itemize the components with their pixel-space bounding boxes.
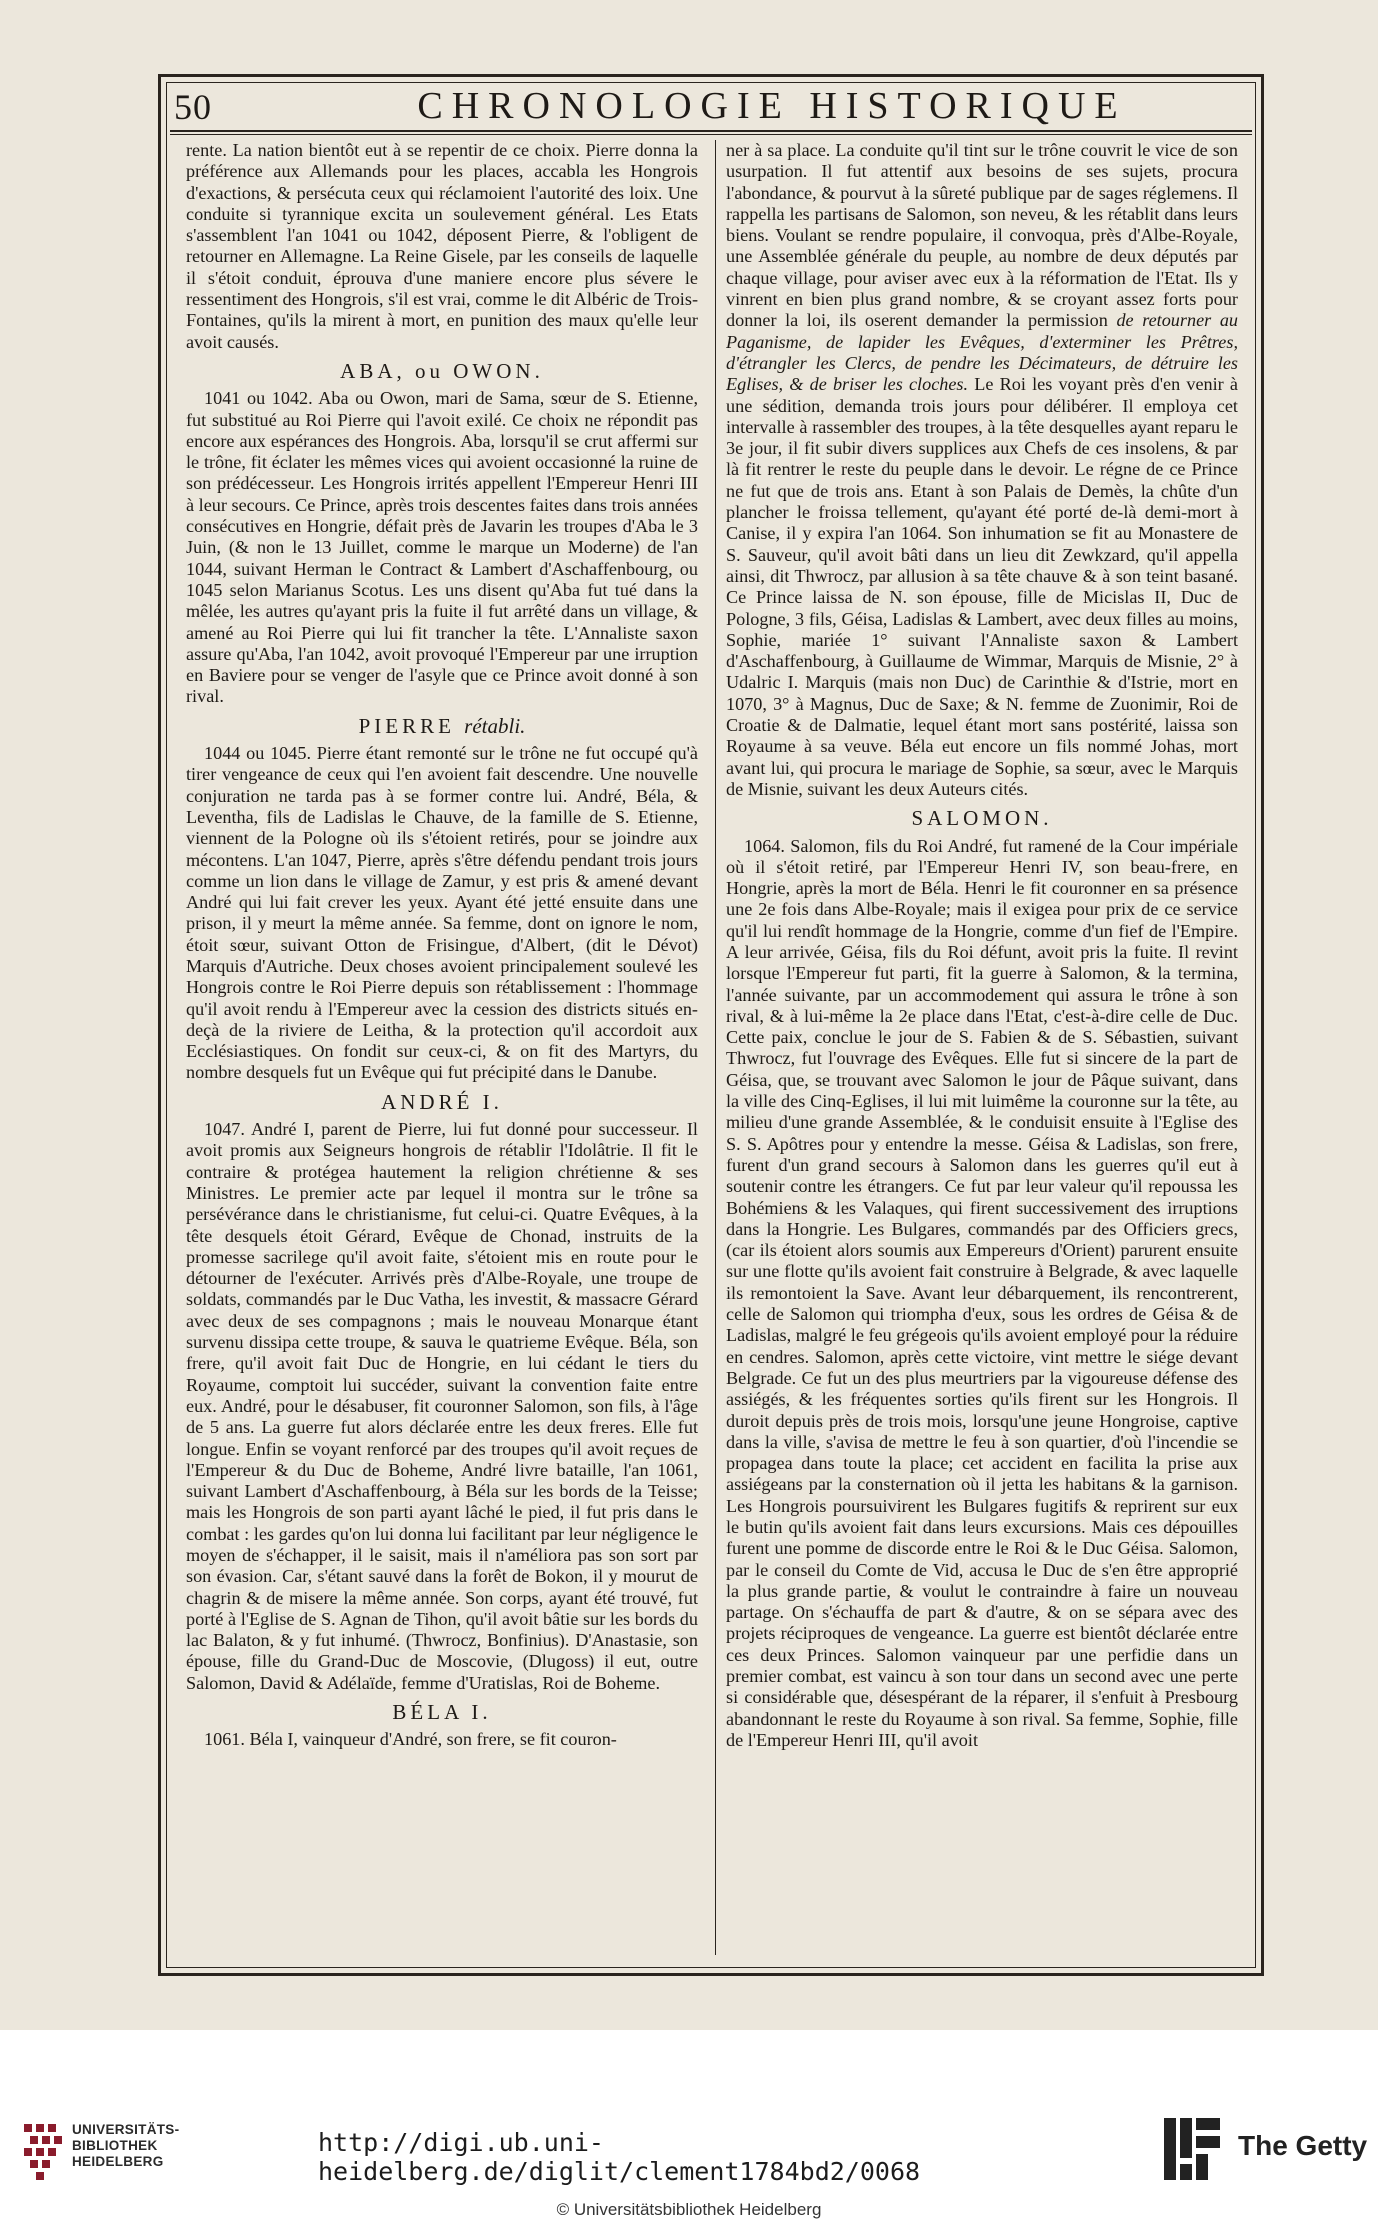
section-title-pierre-main: PIERRE	[358, 713, 455, 738]
column-divider	[715, 140, 716, 1955]
section-title-salomon: SALOMON.	[911, 806, 1053, 831]
section-title-pierre	[186, 713, 698, 738]
getty-label: The Getty	[1238, 2130, 1368, 2161]
paragraph-aba: 1041 ou 1042. Aba ou Owon, mari de Sama, sœur de S. Etienne, fut substitué au Roi Pierre qui l'avoit exilé. Ce choix ne répondit pas encore aux espérances des Hongrois. Aba, lorsqu'il se crut affermi sur le trône, fit éclater les mêmes vices qui avoient occasionné la ruine de son prédécesseur. Les Hongrois irrités appellent l'Empereur Henri III à leur secours. Ce Prince, après trois descentes faites dans trois années consécutives en Hongrie, défait près de Javarin les troupes d'Aba le 3 Juin, (& non le 13 Juillet, comme le marque un Moderne) de l'an 1044, suivant Herman le Contract & Lambert d'Aschaffenbourg, ou 1045 selon Marianus Scotus. Les uns disent qu'Aba fut tué dans la mêlée, les autres qu'ayant pris la fuite il fut arrêté dans un village, & amené au Roi Pierre qui lui fit trancher la tête. L'Annaliste saxon assure qu'Aba, l'an 1042, avoit provoqué l'Empereur par une irruption en Baviere pour se venger de l'asyle que ce Prince avoit donné à son rival.	[186, 388, 698, 707]
paragraph-salomon: 1064. Salomon, fils du Roi André, fut ramené de la Cour impériale où il s'étoit retiré, par l'Empereur Henri IV, son beau-frere, en Hongrie, après la mort de Béla. Henri le fit couronner en sa présence une 2e fois dans Albe-Royale; mais il exigea pour prix de ce service qu'il lui rendît hommage de la Hongrie, comme d'un fief de l'Empire. A leur arrivée, Géisa, fils du Roi défunt, avoit pris la fuite. Il revint lorsque l'Empereur fut parti, fit la guerre à Salomon, & la termina, l'année suivante, par un accommodement qui assura le trône à son rival, & à lui-même la 2e place dans l'Etat, c'est-à-dire celle de Duc. Cette paix, conclue le jour de S. Fabien & de S. Sébastien, suivant Thwrocz, fut l'ouvrage des Evêques. Elle fut si sincere de la part de Géisa, que, se trouvant avec Salomon le jour de Pâque suivant, dans la ville des Cinq-Eglises, il lui mit luimême la couronne sur la tête, au milieu d'une grande Assemblée, & le conduisit ensuite à l'Eglise des S. S. Apôtres pour y entendre la messe. Géisa & Ladislas, son frere, furent d'un grand secours à Salomon dans les guerres qu'il eut à soutenir contre les étrangers. Ce fut par leur valeur qu'il repoussa les Bohémiens & les Valaques, qui firent successivement des irruptions dans la Hongrie. Les Bulgares, commandés par des Officiers grecs, (car ils étoient alors soumis aux Empereurs d'Orient) parurent ensuite sur une flotte qu'ils avoient fait construire à Belgrade, & avec laquelle ils remontoient la Save. Avant leur débarquement, ils rencontrerent, celle de Salomon qui triompha d'eux, sous les ordres de Géisa & de Ladislas, malgré le feu grégeois qu'ils avoient employé pour la réduire en cendres. Salomon, après cette victoire, vint mettre le siége devant Belgrade. Ce fut un des plus meurtriers par la vigoureuse défense des assiégés, & les fréquentes sorties qu'ils firent sur les Hongrois. Il duroit depuis près de trois mois, lorsqu'une jeune Hongroise, captive dans la ville, s'avisa de mettre le feu à son quartier, d'où l'incendie se propagea dans toute la place; cet accident en facilita la prise aux assiégeans par la consternation où il jetta les habitans & la garnison. Les Hongrois poursuivirent les Bulgares fugitifs & reprirent sur eux le butin qu'ils avoient fait dans leurs excursions. Mais ces dépouilles furent une pomme de discorde entre le Roi & le Duc Géisa. Salomon, par le conseil du Comte de Vid, accusa le Duc de s'en être approprié la plus grande partie, & voulut le contraindre à faire un nouveau partage. On s'échauffa de part & d'autre, & on se sépara avec des projets réciproques de vengeance. La guerre est bientôt déclarée entre ces deux Princes. Salomon vainqueur par une perfidie dans un premier combat, est vaincu à son tour dans un second avec une perte si considérable que, désespérant de la réparer, il s'enfuit à Presbourg abandonnant le reste du Royaume à son rival. Sa femme, Sophie, fille de l'Empereur Henri III, qu'il avoit	[726, 835, 1238, 1750]
right-column	[726, 140, 1238, 1955]
text-bela-cont: ner à sa place. La conduite qu'il tint sur le trône couvrit le vice de son usurpation. Il fut attentif aux besoins de ses sujets, procura l'abondance, & pourvut à la sûreté publique par de sages réglemens. Il rappella les partisans de Salomon, son neveu, & les rétablit dans leurs biens. Voulant se rendre populaire, il convoqua, près d'Albe-Royale, une Assemblée générale du peuple, au nombre de deux députés par chaque village, pour aviser avec eux à la réformation de l'Etat. Ils y vinrent en bien plus grand nombre, & se croyant assez forts pour donner la loi, ils oserent demander la permission	[726, 140, 1238, 331]
heidelberg-library-logo[interactable]	[22, 2122, 182, 2186]
page-number: 50	[174, 87, 212, 127]
permalink-url[interactable]: http://digi.ub.uni-heidelberg.de/diglit/clement1784bd2/0068	[318, 2128, 921, 2186]
paragraph-intro: rente. La nation bientôt eut à se repentir de ce choix. Pierre donna la préférence aux Allemands pour les places, accabla les Hongrois d'exactions, & persécuta ceux qui réclamoient l'autorité des loix. Une conduite si tyrannique excita un soulevement général. Les Etats s'assemblent l'an 1041 ou 1042, déposent Pierre, & l'obligent de retourner en Allemagne. La Reine Gisele, par les conseils de laquelle il s'étoit conduit, éprouva d'une maniere encore plus sévere le ressentiment des Hongrois, s'il est vrai, comme le dit Albéric de Trois-Fontaines, qu'ils la mirent à mort, en punition des maux qu'elle leur avoit causés.	[186, 140, 698, 352]
running-title: CHRONOLOGIE HISTORIQUE	[417, 85, 1127, 127]
text-bela-italic: de retourner au Paganisme, de lapider les Evêques, d'exterminer les Prêtres, d'étrangler les Clercs, de pendre les Décimateurs, de détruire les Eglises, & de briser les cloches.	[726, 310, 1238, 395]
heidelberg-seal-icon	[22, 2122, 66, 2186]
paragraph-bela: 1061. Béla I, vainqueur d'André, son frere, se fit couron-	[204, 1729, 617, 1750]
header-rule	[170, 130, 1252, 132]
paragraph-andre: 1047. André I, parent de Pierre, lui fut donné pour successeur. Il avoit promis aux Seigneurs hongrois de rétablir l'Idolâtrie. Il fit le contraire & protégea hautement la religion chrétienne & ses Ministres. Le premier acte par lequel il montra sur le trône sa persévérance dans le christianisme, fut celui-ci. Quatre Evêques, à la tête desquels étoit Gérard, Evêque de Chonad, instruits de la promesse sacrilege qu'il avoit faite, s'étoient mis en route pour le détourner de l'exécuter. Arrivés près d'Albe-Royale, une troupe de soldats, commandés par le Duc Vatha, les investit, & massacre Gérard avec deux de ses compagnons ; mais le nouveau Monarque étant survenu dissipa cette troupe, & sauva le quatrieme Evêque. Béla, son frere, qu'il avoit fait Duc de Hongrie, en lui cédant le tiers du Royaume, comptoit lui succéder, suivant la convention faite entre eux. André, pour le désabuser, fit couronner Salomon, son fils, à l'âge de 5 ans. La guerre fut alors déclarée entre les deux freres. Elle fut longue. Enfin se voyant renforcé par des troupes qu'il avoit reçues de l'Empereur & du Duc de Boheme, André livre bataille, l'an 1061, suivant Lambert d'Aschaffenbourg, à Béla sur les bords de la Teisse; mais les Hongrois de son parti ayant lâché le pied, il fut pris dans le combat : les gardes qu'on lui donna lui facilitant par leur négligence le moyen de s'échapper, il le saisit, mais il n'améliora pas son sort par son évasion. Car, s'étant sauvé dans la forêt de Bokon, il y mourut de chagrin & de misere la même année. Son corps, ayant été trouvé, fut porté à l'Eglise de S. Agnan de Tihon, qu'il avoit bâtie sur les bords du lac Balaton, & y fut inhumé. (Thwrocz, Bonfinius). D'Anastasie, son épouse, fille du Grand-Duc de Moscovie, (Dlugoss) il eut, outre Salomon, David & Adélaïde, femme d'Uratislas, Roi de Boheme.	[186, 1119, 698, 1693]
page-header	[170, 84, 1252, 130]
library-line-2: BIBLIOTHEK	[72, 2138, 158, 2153]
library-name	[72, 2122, 179, 2170]
section-title-pierre-sub: rétabli.	[464, 713, 526, 738]
section-title-andre: ANDRÉ I.	[381, 1089, 503, 1114]
left-column	[186, 140, 698, 1955]
text-bela-rest: Le Roi les voyant près d'en venir à une sédition, demanda trois jours pour délibérer. Il employa cet intervalle à rassembler des troupes, à la tête desquelles ayant reparu le 3e jour, il fit subir divers supplices aux Chefs de ces insolens, & par là fit rentrer le reste du peuple dans le devoir. Le régne de ce Prince ne fut que de trois ans. Etant à son Palais de Demès, la chûte d'un plancher le froissa tellement, qu'ayant été porté de-là demi-mort à Canise, il y expira l'an 1064. Son inhumation se fit au Monastere de S. Sauveur, qu'il avoit bâti dans un lieu dit Zewkzard, qu'il appella ainsi, dit Thwrocz, par allusion à sa tête chauve & à son teint basané. Ce Prince laissa de N. son épouse, fille de Micislas II, Duc de Pologne, 3 fils, Géisa, Ladislas & Lambert, avec deux filles au moins, Sophie, mariée 1° suivant l'Annaliste saxon & Lambert d'Aschaffenbourg, à Guillaume de Wimmar, Marquis de Misnie, 2° à Udalric I. Marquis (mais non Duc) de Carinthie & d'Istrie, mort en 1070, 3° à Magnus, Duc de Saxe; & N. femme de Zuonimir, Roi de Croatie & de Dalmatie, lequel étant mort sans postérité, laissa son Royaume à sa veuve. Béla eut encore un fils nommé Johas, mort avant lui, qui procura le mariage de Sophie, sa sœur, avec le Marquis de Misnie, suivant les deux Auteurs cités.	[726, 374, 1238, 799]
paragraph-pierre: 1044 ou 1045. Pierre étant remonté sur le trône ne fut occupé qu'à tirer vengeance de ceux qui l'en avoient fait descendre. Une nouvelle conjuration ne tarda pas à se former contre lui. André, Béla, & Leventha, fils de Ladislas le Chauve, de la famille de S. Etienne, viennent de la Pologne où ils s'étoient retirés, pour se joindre aux mécontens. L'an 1047, Pierre, après s'être défendu pendant trois jours comme un lion dans le village de Zamur, y est pris & amené devant André qui lui fait crever les yeux. Ayant été jetté ensuite dans une prison, il y meurt la même année. Sa femme, dont on ignore le nom, étoit sœur, suivant Otton de Frisingue, d'Albert, (dit le Dévot) Marquis d'Autriche. Deux choses avoient principalement soulevé les Hongrois contre le Roi Pierre depuis son rétablissement : l'hommage qu'il avoit rendu à l'Empereur avec la cession des districts situés en-deçà de la riviere de Leitha, & la protection qu'il accordoit aux Ecclésiastiques. On fondit sur ceux-ci, & on fit des Martyrs, du nombre desquels fut un Evêque qui fut précipité dans le Danube.	[186, 743, 698, 1083]
library-line-1: UNIVERSITÄTS-	[72, 2122, 180, 2137]
library-line-3: HEIDELBERG	[72, 2154, 164, 2169]
getty-mark-icon	[1160, 2114, 1224, 2184]
paragraph-bela-continued	[726, 140, 1238, 800]
viewer-footer	[0, 2030, 1378, 2238]
section-title-aba: ABA, ou OWON.	[340, 358, 544, 383]
header-rule-thin	[170, 134, 1252, 135]
section-title-bela: BÉLA I.	[392, 1700, 492, 1725]
getty-logo[interactable]	[1160, 2114, 1370, 2184]
copyright-notice: © Universitätsbibliothek Heidelberg	[556, 2200, 822, 2219]
